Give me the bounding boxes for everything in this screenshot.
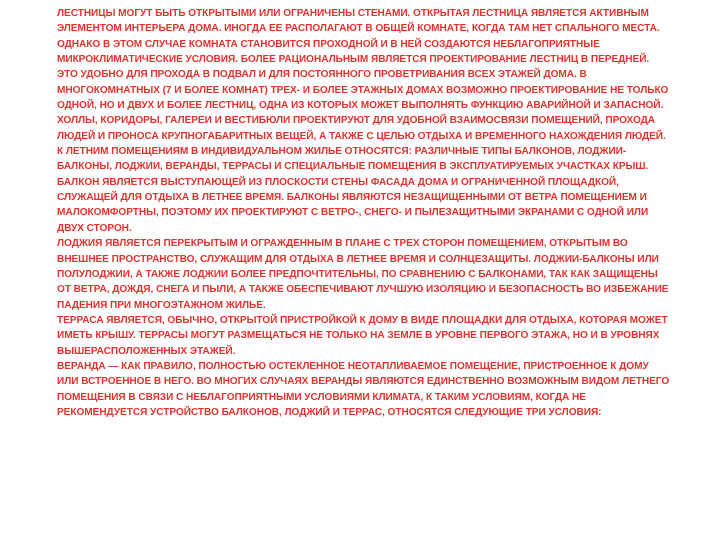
- paragraph-balcony: БАЛКОН ЯВЛЯЕТСЯ ВЫСТУПАЮЩЕЙ ИЗ ПЛОСКОСТИ СТЕНЫ ФАСАДА ДОМА И ОГРАНИЧЕННОЙ ПЛОЩАДКОЙ, СЛУЖАЩЕЙ ДЛЯ ОТДЫХА В ЛЕТНЕЕ ВРЕМЯ. БАЛКОНЫ ЯВЛЯЮТСЯ НЕЗАЩИЩЕННЫМИ ОТ ВЕТРА ПОМЕЩЕНИЕМ И МАЛОКОМФОРТНЫ, ПОЭТОМУ ИХ ПРОЕКТИРУЮТ С ВЕТРО-, СНЕГО- И ПЫЛЕЗАЩИТНЫМИ ЭКРАНАМИ С ОДНОЙ ИЛИ ДВУХ СТОРОН.: [57, 176, 649, 234]
- paragraph-summer-rooms: К ЛЕТНИМ ПОМЕЩЕНИЯМ В ИНДИВИДУАЛЬНОМ ЖИЛЬЕ ОТНОСЯТСЯ: РАЗЛИЧНЫЕ ТИПЫ БАЛКОНОВ, ЛОДЖИИ-БАЛКОНЫ, ЛОДЖИИ, ВЕРАНДЫ, ТЕРРАСЫ И СПЕЦИАЛЬНЫЕ ПОМЕЩЕНИЯ В ЭКСПЛУАТИРУЕМЫХ УЧАСТКАХ КРЫШ.: [57, 146, 649, 173]
- paragraph-terrace: ТЕРРАСА ЯВЛЯЕТСЯ, ОБЫЧНО, ОТКРЫТОЙ ПРИСТРОЙКОЙ К ДОМУ В ВИДЕ ПЛОЩАДКИ ДЛЯ ОТДЫХА, КОТОРАЯ МОЖЕТ ИМЕТЬ КРЫШУ. ТЕРРАСЫ МОГУТ РАЗМЕЩАТЬСЯ НЕ ТОЛЬКО НА ЗЕМЛЕ В УРОВНЕ ПЕРВОГО ЭТАЖА, НО И В УРОВНЯХ ВЫШЕРАСПОЛОЖЕННЫХ ЭТАЖЕЙ.: [57, 314, 668, 357]
- paragraph-veranda: ВЕРАНДА — КАК ПРАВИЛО, ПОЛНОСТЬЮ ОСТЕКЛЕННОЕ НЕОТАПЛИВАЕМОЕ ПОМЕЩЕНИЕ, ПРИСТРОЕННОЕ К ДОМУ ИЛИ ВСТРОЕННОЕ В НЕГО. ВО МНОГИХ СЛУЧАЯХ ВЕРАНДЫ ЯВЛЯЮТСЯ ЕДИНСТВЕННО ВОЗМОЖНЫМ ВИДОМ ЛЕТНЕГО ПОМЕЩЕНИЯ В СВЯЗИ С НЕБЛАГОПРИЯТНЫМИ УСЛОВИЯМИ КЛИМАТА, К ТАКИМ УСЛОВИЯМ, КОГДА НЕ РЕКОМЕНДУЕТСЯ УСТРОЙСТВО БАЛКОНОВ, ЛОДЖИЙ И ТЕРРАС, ОТНОСЯТСЯ СЛЕДУЮЩИЕ ТРИ УСЛОВИЯ:: [57, 360, 670, 418]
- paragraph-loggia: ЛОДЖИЯ ЯВЛЯЕТСЯ ПЕРЕКРЫТЫМ И ОГРАЖДЕННЫМ В ПЛАНЕ С ТРЕХ СТОРОН ПОМЕЩЕНИЕМ, ОТКРЫТЫМ ВО ВНЕШНЕЕ ПРОСТРАНСТВО, СЛУЖАЩИМ ДЛЯ ОТДЫХА В ЛЕТНЕЕ ВРЕМЯ И СОЛНЦЕЗАЩИТЫ. ЛОДЖИИ-БАЛКОНЫ ИЛИ ПОЛУЛОДЖИИ, А ТАКЖЕ ЛОДЖИИ БОЛЕЕ ПРЕДПОЧТИТЕЛЬНЫ, ПО СРАВНЕНИЮ С БАЛКОНАМИ, ТАК КАК ЗАЩИЩЕНЫ ОТ ВЕТРА, ДОЖДЯ, СНЕГА И ПЫЛИ, А ТАКЖЕ ОБЕСПЕЧИВАЮТ ЛУЧШУЮ ИЗОЛЯЦИЮ И БЕЗОПАСНОСТЬ ВО ИЗБЕЖАНИЕ ПАДЕНИЯ ПРИ МНОГОЭТАЖНОМ ЖИЛЬЕ.: [57, 238, 669, 311]
- slide-text-block: [57, 6, 672, 420]
- paragraph-stairs: ЛЕСТНИЦЫ МОГУТ БЫТЬ ОТКРЫТЫМИ ИЛИ ОГРАНИЧЕНЫ СТЕНАМИ. ОТКРЫТАЯ ЛЕСТНИЦА ЯВЛЯЕТСЯ АКТИВНЫМ ЭЛЕМЕНТОМ ИНТЕРЬЕРА ДОМА. ИНОГДА ЕЕ РАСПОЛАГАЮТ В ОБЩЕЙ КОМНАТЕ, КОГДА ТАМ НЕТ СПАЛЬНОГО МЕСТА. ОДНАКО В ЭТОМ СЛУЧАЕ КОМНАТА СТАНОВИТСЯ ПРОХОДНОЙ И В НЕЙ СОЗДАЮТСЯ НЕБЛАГОПРИЯТНЫЕ МИКРОКЛИМАТИЧЕСКИЕ УСЛОВИЯ. БОЛЕЕ РАЦИОНАЛЬНЫМ ЯВЛЯЕТСЯ ПРОЕКТИРОВАНИЕ ЛЕСТНИЦ В ПЕРЕДНЕЙ. ЭТО УДОБНО ДЛЯ ПРОХОДА В ПОДВАЛ И ДЛЯ ПОСТОЯННОГО ПРОВЕТРИВАНИЯ ВСЕХ ЭТАЖЕЙ ДОМА. В МНОГОКОМНАТНЫХ (7 И БОЛЕЕ КОМНАТ) ТРЕХ- И БОЛЕЕ ЭТАЖНЫХ ДОМАХ ВОЗМОЖНО ПРОЕКТИРОВАНИЕ НЕ ТОЛЬКО ОДНОЙ, НО И ДВУХ И БОЛЕЕ ЛЕСТНИЦ, ОДНА ИЗ КОТОРЫХ МОЖЕТ ВЫПОЛНЯТЬ ФУНКЦИЮ АВАРИЙНОЙ И ЗАПАСНОЙ.: [57, 8, 669, 112]
- paragraph-halls: ХОЛЛЫ, КОРИДОРЫ, ГАЛЕРЕИ И ВЕСТИБЮЛИ ПРОЕКТИРУЮТ ДЛЯ УДОБНОЙ ВЗАИМОСВЯЗИ ПОМЕЩЕНИЙ, ПРОХОДА ЛЮДЕЙ И ПРОНОСА КРУПНОГАБАРИТНЫХ ВЕЩЕЙ, А ТАКЖЕ С ЦЕЛЬЮ ОТДЫХА И ВРЕМЕННОГО НАХОЖДЕНИЯ ЛЮДЕЙ.: [57, 115, 666, 142]
